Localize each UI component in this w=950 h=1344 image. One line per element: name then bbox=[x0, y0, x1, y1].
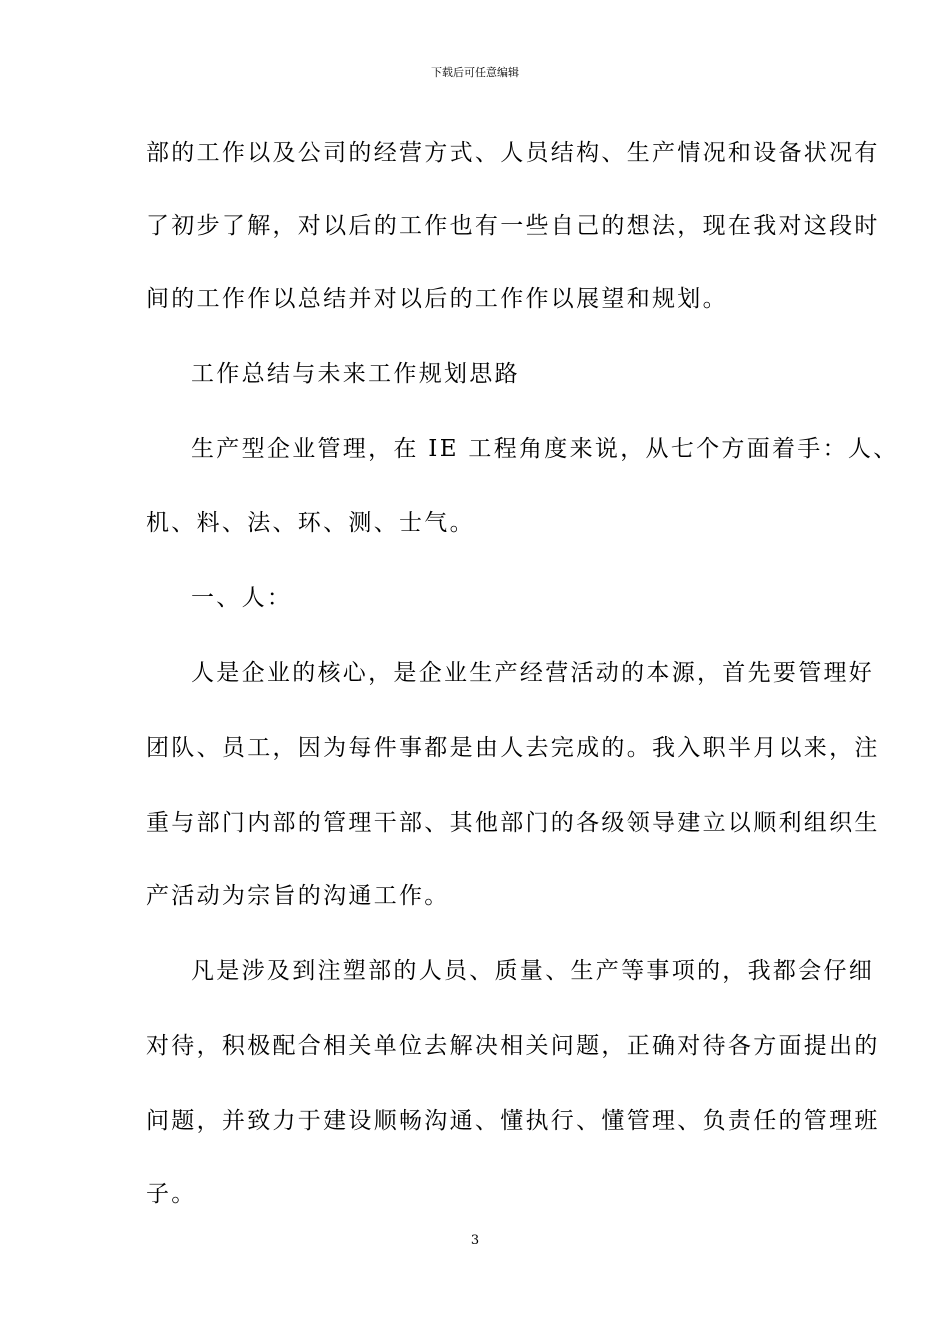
paragraph-line: 部的工作以及公司的经营方式、人员结构、生产情况和设备状况有 bbox=[146, 140, 880, 166]
paragraph-line: 问题，并致力于建设顺畅沟通、懂执行、懂管理、负责任的管理班 bbox=[146, 1108, 880, 1134]
paragraph-line: 产活动为宗旨的沟通工作。 bbox=[146, 883, 450, 909]
paragraph-line: 团队、员工，因为每件事都是由人去完成的。我入职半月以来，注 bbox=[146, 735, 880, 761]
paragraph-line: 子。 bbox=[146, 1181, 197, 1207]
section-heading: 工作总结与未来工作规划思路 bbox=[191, 361, 520, 387]
paragraph-line: 间的工作作以总结并对以后的工作作以展望和规划。 bbox=[146, 286, 728, 312]
paragraph-line: 对待，积极配合相关单位去解决相关问题，正确对待各方面提出的 bbox=[146, 1033, 880, 1059]
paragraph-line: 人是企业的核心，是企业生产经营活动的本源，首先要管理好 bbox=[191, 660, 875, 686]
subsection-heading: 一、人： bbox=[191, 585, 293, 611]
paragraph-line: 凡是涉及到注塑部的人员、质量、生产等事项的，我都会仔细 bbox=[191, 958, 875, 984]
paragraph-line: 了初步了解，对以后的工作也有一些自己的想法，现在我对这段时 bbox=[146, 213, 880, 239]
page-header: 下载后可任意编辑 bbox=[431, 66, 519, 79]
page-number: 3 bbox=[470, 1233, 480, 1248]
paragraph-line: 生产型企业管理，在 IE 工程角度来说，从七个方面着手：人、 bbox=[191, 436, 899, 462]
paragraph-line: 机、料、法、环、测、士气。 bbox=[146, 510, 475, 536]
paragraph-line: 重与部门内部的管理干部、其他部门的各级领导建立以顺利组织生 bbox=[146, 810, 880, 836]
